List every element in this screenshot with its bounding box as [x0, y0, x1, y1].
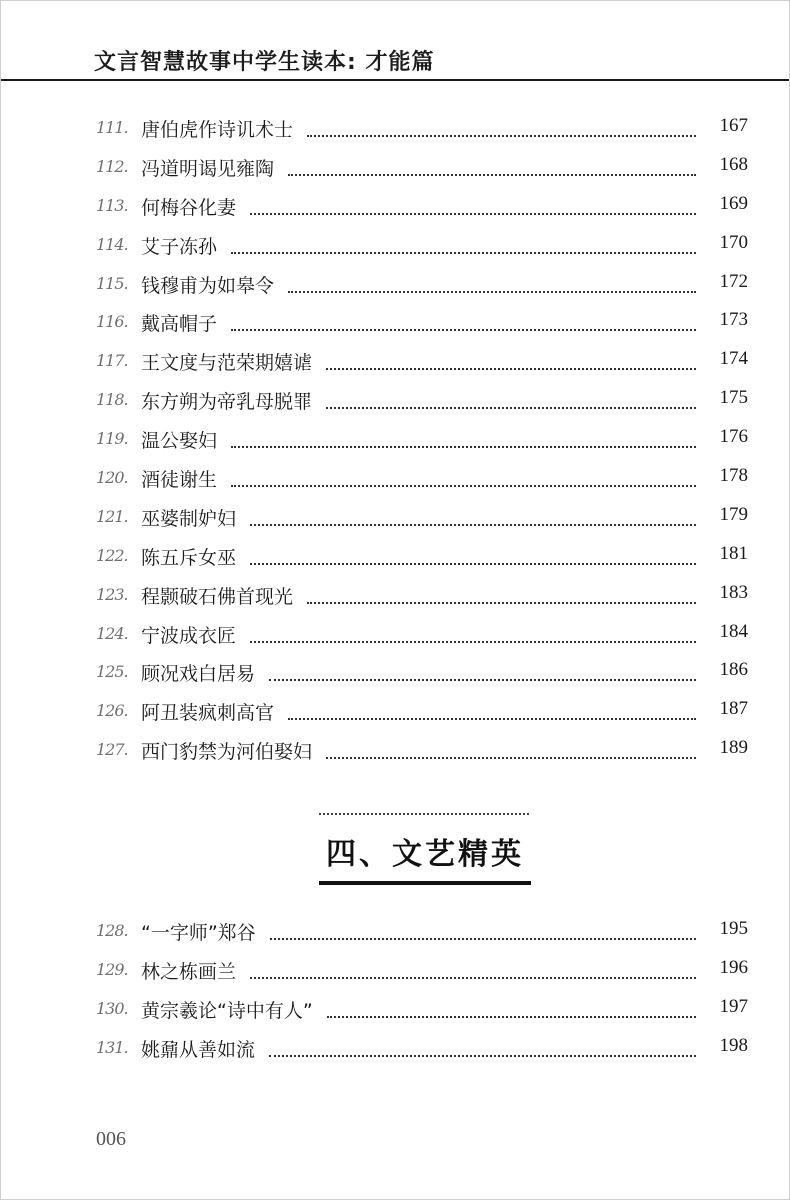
toc-entry-number: 114.	[96, 234, 128, 254]
toc-entry-title: 王文度与范荣期嬉谑	[141, 352, 313, 375]
toc-entry-number: 123.	[96, 584, 128, 604]
toc-entry-page: 172	[719, 270, 748, 292]
toc-entry-page: 169	[719, 192, 748, 214]
toc-entry-title: 艾子冻孙	[141, 235, 218, 258]
toc-dot-leader	[326, 739, 696, 759]
toc-entry-title: 巫婆制妒妇	[141, 507, 237, 530]
toc-entry	[1, 577, 789, 616]
toc-entry	[1, 693, 789, 732]
toc-entry	[1, 110, 789, 149]
toc-dot-leader	[231, 234, 696, 254]
toc-dot-leader	[250, 545, 696, 565]
toc-list-part2	[1, 913, 789, 1069]
toc-entry-page: 187	[719, 698, 748, 720]
toc-entry-title: 黄宗羲论“诗中有人”	[141, 999, 313, 1022]
toc-dot-leader	[326, 389, 696, 409]
toc-entry-title: 陈五斥女巫	[141, 546, 237, 569]
toc-entry	[1, 421, 789, 460]
toc-dot-leader	[327, 998, 696, 1018]
toc-entry-page: 198	[719, 1034, 748, 1056]
toc-entry-title: 唐伯虎作诗讥术士	[141, 119, 294, 141]
toc-entry-number: 125.	[96, 662, 128, 682]
toc-entry-number: 112.	[96, 156, 128, 176]
toc-dot-leader	[326, 350, 696, 370]
section-heading: 四、文艺精英	[326, 837, 524, 872]
toc-entry-title: 西门豹禁为河伯娶妇	[141, 741, 313, 764]
toc-entry-number: 119.	[96, 429, 128, 449]
page-number: 006	[96, 1128, 126, 1150]
toc-entry-number: 128.	[96, 921, 128, 940]
toc-entry-title: 林之栋画兰	[141, 960, 237, 983]
toc-dot-leader	[288, 700, 696, 720]
toc-entry	[1, 616, 789, 655]
toc-entry-number: 129.	[96, 959, 128, 979]
toc-entry	[1, 227, 789, 266]
toc-entry-number: 111.	[96, 118, 128, 137]
toc-entry-title: 姚鼐从善如流	[141, 1038, 256, 1061]
toc-entry-page: 173	[719, 309, 748, 331]
toc-entry-number: 127.	[96, 740, 128, 760]
toc-entry-number: 120.	[96, 468, 128, 488]
toc-dot-leader	[250, 506, 696, 526]
toc-entry-title: 钱穆甫为如皋令	[141, 274, 275, 297]
toc-entry-title: 程颢破石佛首现光	[141, 585, 294, 608]
toc-entry-page: 174	[719, 348, 748, 370]
toc-entry-page: 179	[719, 503, 748, 525]
toc-dot-leader	[288, 273, 696, 293]
toc-entry-number: 130.	[96, 998, 128, 1018]
toc-entry-title: 顾况戏白居易	[141, 663, 256, 686]
toc-dot-leader	[269, 661, 696, 681]
toc-entry-title: 阿丑装疯刺高官	[141, 702, 275, 725]
toc-entry-page: 189	[719, 737, 748, 759]
toc-entry	[1, 266, 789, 305]
toc-dot-leader	[231, 467, 696, 487]
toc-dot-leader	[307, 117, 696, 137]
toc-entry-number: 126.	[96, 701, 128, 721]
toc-dot-leader	[250, 623, 696, 643]
toc-dot-leader	[288, 156, 696, 176]
toc-dot-leader	[231, 311, 696, 331]
toc-entry	[1, 913, 789, 952]
toc-entry	[1, 654, 789, 693]
toc-entry-number: 115.	[96, 273, 128, 293]
toc-entry-title: 温公娶妇	[141, 430, 218, 453]
toc-entry-page: 184	[719, 620, 748, 642]
toc-entry-number: 121.	[96, 506, 128, 526]
toc-dot-leader	[270, 920, 696, 940]
toc-entry-page: 197	[719, 995, 748, 1017]
toc-entry	[1, 499, 789, 538]
toc-entry-page: 175	[719, 387, 748, 409]
toc-entry-number: 116.	[96, 312, 128, 332]
toc-entry-number: 113.	[96, 195, 128, 215]
toc-entry-page: 181	[719, 542, 748, 564]
toc-entry	[1, 732, 789, 771]
toc-entry-number: 118.	[96, 390, 128, 410]
toc-dot-leader	[250, 195, 696, 215]
toc-entry-number: 122.	[96, 545, 128, 565]
toc-entry-page: 176	[719, 426, 748, 448]
toc-entry-number: 124.	[96, 623, 128, 643]
toc-entry	[1, 188, 789, 227]
running-header-title: 文言智慧故事中学生读本: 才能篇	[94, 50, 435, 75]
toc-dot-leader	[269, 1037, 696, 1057]
toc-entry	[1, 460, 789, 499]
toc-entry-number: 131.	[96, 1037, 128, 1057]
toc-entry-page: 183	[719, 581, 748, 603]
toc-entry-title: 宁波成衣匠	[141, 624, 237, 647]
toc-entry-title: 冯道明谒见雍陶	[141, 157, 275, 180]
toc-entry-title: 酒徒谢生	[141, 469, 218, 492]
toc-entry-page: 167	[719, 115, 748, 136]
toc-entry-page: 168	[719, 153, 748, 175]
toc-list-part1	[1, 110, 789, 771]
toc-entry-page: 186	[719, 659, 748, 681]
toc-entry-page: 178	[719, 465, 748, 487]
running-header	[1, 1, 789, 81]
toc-entry	[1, 304, 789, 343]
toc-entry-page: 196	[719, 956, 748, 978]
section-dotted-rule	[319, 813, 529, 815]
toc-dot-leader	[231, 428, 696, 448]
section-underline	[319, 881, 531, 885]
toc-entry	[1, 382, 789, 421]
toc-entry	[1, 538, 789, 577]
toc-entry-number: 117.	[96, 351, 128, 371]
toc-entry-title: 何梅谷化妻	[141, 196, 237, 219]
toc-entry-title: “一字师”郑谷	[141, 922, 256, 944]
toc-entry	[1, 343, 789, 382]
toc-entry	[1, 149, 789, 188]
toc-dot-leader	[250, 959, 696, 979]
toc-dot-leader	[307, 584, 696, 604]
toc-entry	[1, 991, 789, 1030]
toc-entry-title: 东方朔为帝乳母脱罪	[141, 391, 313, 414]
toc-entry	[1, 1030, 789, 1069]
toc-entry-title: 戴高帽子	[141, 313, 218, 336]
toc-entry-page: 195	[719, 918, 748, 939]
toc-entry	[1, 952, 789, 991]
toc-entry-page: 170	[719, 231, 748, 253]
